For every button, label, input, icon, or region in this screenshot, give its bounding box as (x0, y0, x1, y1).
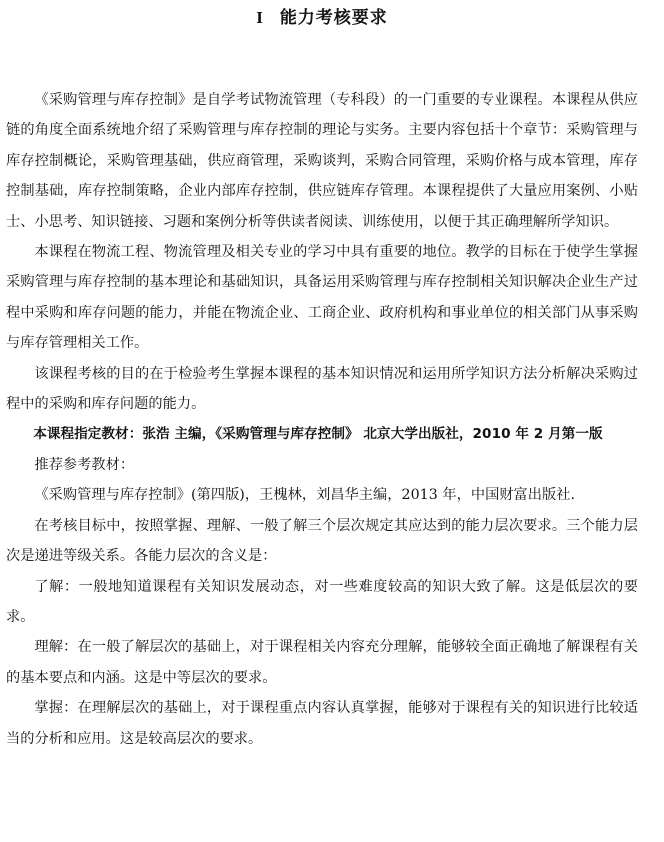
paragraph-course-intro: 《采购管理与库存控制》是自学考试物流管理（专科段）的一门重要的专业课程。本课程从供应链的角度全面系统地介绍了采购管理与库存控制的理论与实务。主要内容包括十个章节：采购管理与库存控制概论，采购管理基础，供应商管理，采购谈判，采购合同管理，采购价格与成本管理，库存控制基础，库存控制策略，企业内部库存控制，供应链库存管理。本课程提供了大量应用案例、小贴士、小思考、知识链接、习题和案例分析等供读者阅读、训练使用，以便于其正确理解所学知识。 (6, 92, 638, 230)
paragraph-level-master: 掌握：在理解层次的基础上，对于课程重点内容认真掌握，能够对于课程有关的知识进行比较适当的分析和应用。这是较高层次的要求。 (6, 700, 638, 747)
paragraph-level-understand-basic: 了解：一般地知道课程有关知识发展动态，对一些难度较高的知识大致了解。这是低层次的要求。 (6, 578, 638, 625)
paragraph-ability-levels: 在考核目标中，按照掌握、理解、一般了解三个层次规定其应达到的能力层次要求。三个能力层次是递进等级关系。各能力层次的含义是： (6, 517, 638, 565)
paragraph-reference-heading: 推荐参考教材： (34, 456, 135, 473)
document-body (6, 85, 638, 754)
paragraph-exam-purpose: 该课程考核的目的在于检验考生掌握本课程的基本知识情况和运用所学知识方法分析解决采购过程中的采购和库存问题的能力。 (6, 365, 638, 413)
paragraph-designated-textbook: 本课程指定教材：张浩 主编，《采购管理与库存控制》 北京大学出版社，2010 年 2 月第一版 (33, 426, 603, 443)
paragraph-course-status: 本课程在物流工程、物流管理及相关专业的学习中具有重要的地位。教学的目标在于使学生掌握采购管理与库存控制的基本理论和基础知识，具备运用采购管理与库存控制相关知识解决企业生产过程中采购和库存问题的能力，并能在物流企业、工商企业、政府机构和事业单位的相关部门从事采购与库存管理相关工作。 (6, 244, 638, 352)
section-title-text: 能力考核要求 (279, 8, 388, 28)
paragraph-reference-book: 《采购管理与库存控制》(第四版)，王槐林，刘昌华主编，2013 年，中国财富出版社. (34, 487, 576, 504)
section-number: I (256, 8, 264, 27)
paragraph-level-comprehend: 理解：在一般了解层次的基础上，对于课程相关内容充分理解，能够较全面正确地了解课程有关的基本要点和内涵。这是中等层次的要求。 (6, 639, 638, 686)
section-title (6, 7, 638, 29)
